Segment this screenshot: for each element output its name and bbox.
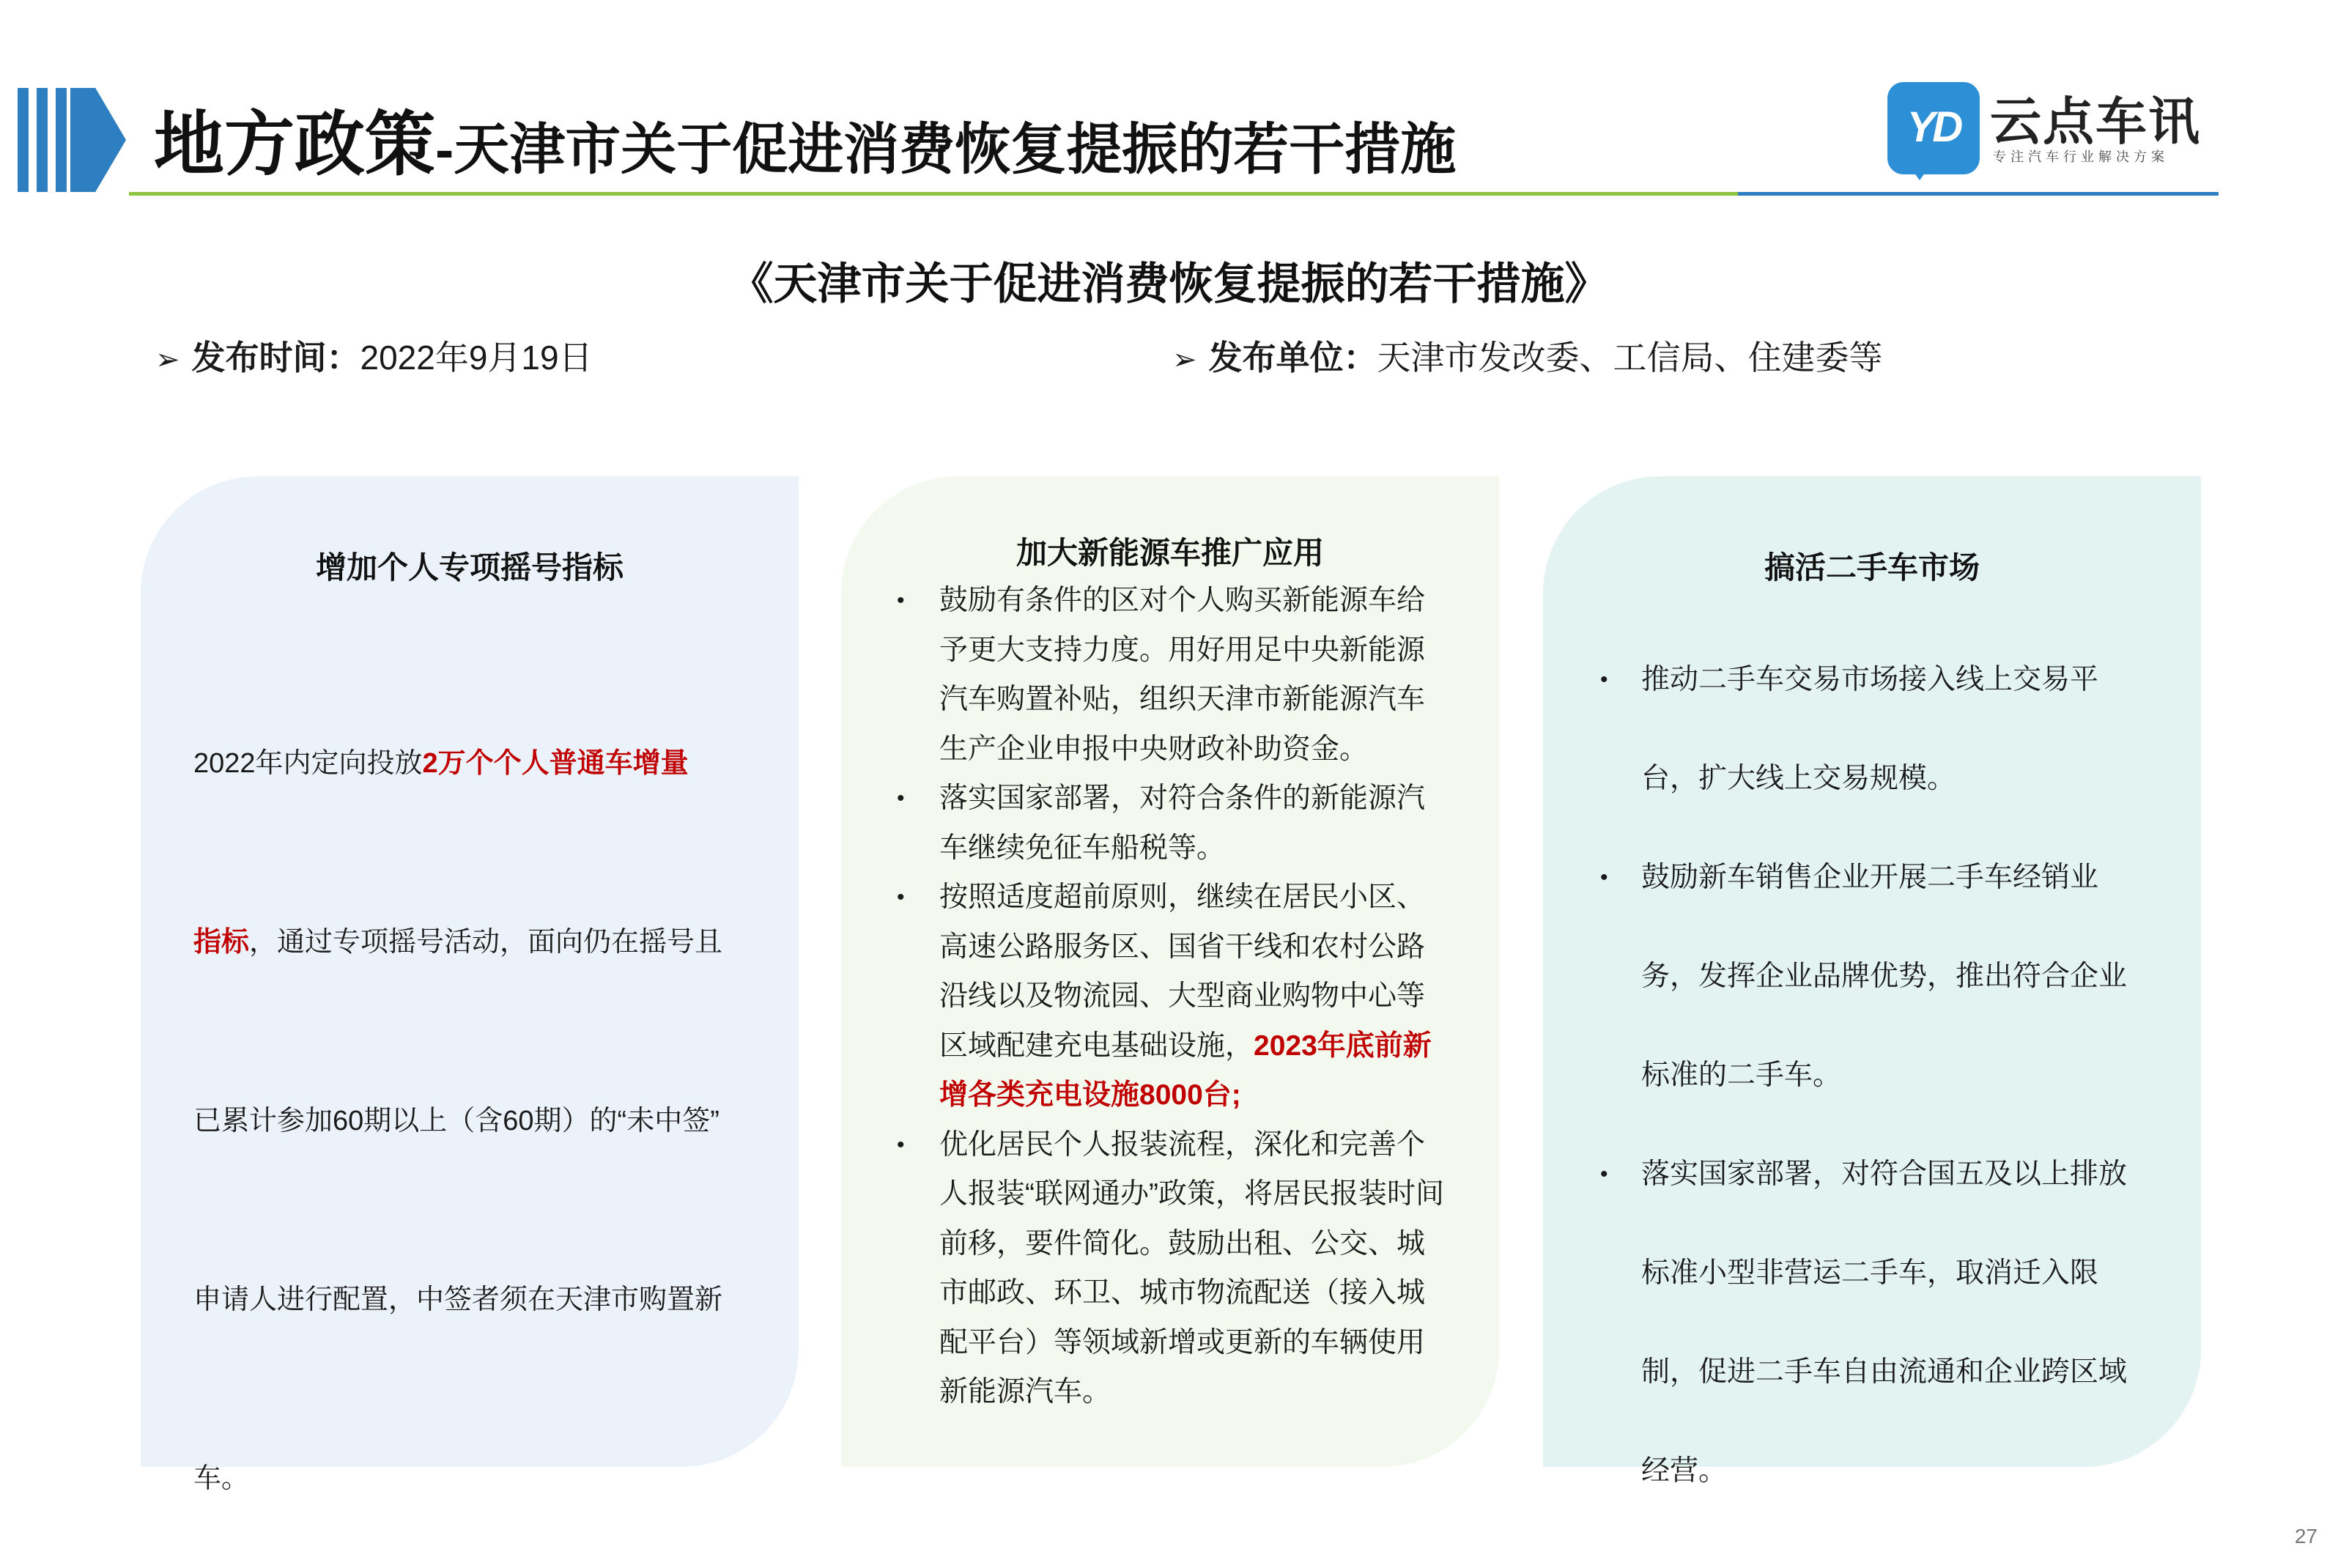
issuer-label: 发布单位： <box>1208 339 1377 377</box>
body-line: 2022年内定向投放2万个个人普通车增量 <box>193 748 689 779</box>
list-item: • 推动二手车交易市场接入线上交易平台，扩大线上交易规模。 <box>1596 630 2153 828</box>
card-body <box>193 674 765 1568</box>
logo-icon <box>1887 82 1980 174</box>
bullet-icon: • <box>1600 1162 1608 1186</box>
bullet-icon: • <box>897 786 905 810</box>
list-item: • 鼓励新车销售企业开展二手车经销业务，发挥企业品牌优势，推出符合企业标准的二手车。 <box>1596 828 2153 1125</box>
body-line: 车。 <box>193 1463 250 1494</box>
card-title: 搞活二手车市场 <box>1764 550 1980 585</box>
arrow-bullet-icon: ➢ <box>1172 344 1197 376</box>
issuer <box>1172 331 1883 380</box>
body-line: 申请人进行配置，中签者须在天津市购置新 <box>193 1284 723 1315</box>
list-item: • 按照适度超前原则，继续在居民小区、高速公路服务区、国省干线和农村公路沿线以及物流园、大型商业购物中心等区域配建充电基础设施，2023年底前新增各类充电设施8000台; <box>887 873 1451 1120</box>
list-item: • 落实国家部署，对符合条件的新能源汽车继续免征车船税等。 <box>887 774 1451 873</box>
issuer-value: 天津市发改委、工信局、住建委等 <box>1377 339 1883 377</box>
header-rule-green <box>129 192 1741 196</box>
highlight-text: 2万个个人普通车增量 <box>422 748 689 779</box>
list-item: • 优化居民个人报装流程，深化和完善个人报装“联网通办”政策，将居民报装时间前移，要件简化。鼓励出租、公交、城市邮政、环卫、城市物流配送（接入城配平台）等领域新增或更新的车辆使用新能源汽车。 <box>887 1120 1451 1417</box>
card-new-energy-vehicles <box>841 476 1499 1467</box>
bullet-list <box>887 576 1451 1417</box>
header-chevron-icon <box>70 88 126 192</box>
release-time-value: 2022年9月19日 <box>360 339 593 377</box>
page-title <box>154 101 1456 189</box>
page-title-main: 地方政策 <box>154 106 435 184</box>
header-stripe-3 <box>56 88 67 192</box>
header-stripe-2 <box>37 88 48 192</box>
bullet-icon: • <box>897 588 905 613</box>
bullet-icon: • <box>1600 667 1608 692</box>
list-item: • 落实国家部署，对符合国五及以上排放标准小型非营运二手车，取消迁入限制，促进二手车自由流通和企业跨区域经营。 <box>1596 1125 2153 1520</box>
highlight-text: 2023年底前新增各类充电设施8000台; <box>939 1029 1432 1111</box>
logo-mark-text: YD <box>1906 103 1961 151</box>
logo-tagline: 专注汽车行业解决方案 <box>1993 149 2169 164</box>
card-used-car-market <box>1543 476 2201 1487</box>
body-line: 指标，通过专项摇号活动，面向仍在摇号且 <box>193 927 723 958</box>
document-title: 《天津市关于促进消费恢复提振的若干措施》 <box>729 259 1609 308</box>
highlight-text: 指标 <box>193 927 250 958</box>
bullet-icon: • <box>1600 865 1608 890</box>
card-title: 增加个人专项摇号指标 <box>315 550 624 585</box>
release-time-label: 发布时间： <box>191 339 360 377</box>
card-title: 加大新能源车推广应用 <box>1016 536 1324 570</box>
header-rule-blue <box>1738 192 2219 196</box>
list-item: • 鼓励有条件的区对个人购买新能源车给予更大支持力度。用好用足中央新能源汽车购置补贴，组织天津市新能源汽车生产企业申报中央财政补助资金。 <box>887 576 1451 774</box>
release-time <box>155 331 593 380</box>
page-number: 27 <box>2294 1525 2317 1547</box>
bullet-icon: • <box>897 885 905 909</box>
logo-name: 云点车讯 <box>1990 93 2201 150</box>
card-personal-lottery-quota <box>141 476 799 1494</box>
page-title-sub: -天津市关于促进消费恢复提振的若干措施 <box>435 119 1457 181</box>
body-line: 已累计参加60期以上（含60期）的“未中签” <box>193 1106 719 1136</box>
arrow-bullet-icon: ➢ <box>155 344 180 376</box>
bullet-icon: • <box>897 1132 905 1157</box>
header-stripe-1 <box>18 88 29 192</box>
bullet-list <box>1596 630 2153 1520</box>
